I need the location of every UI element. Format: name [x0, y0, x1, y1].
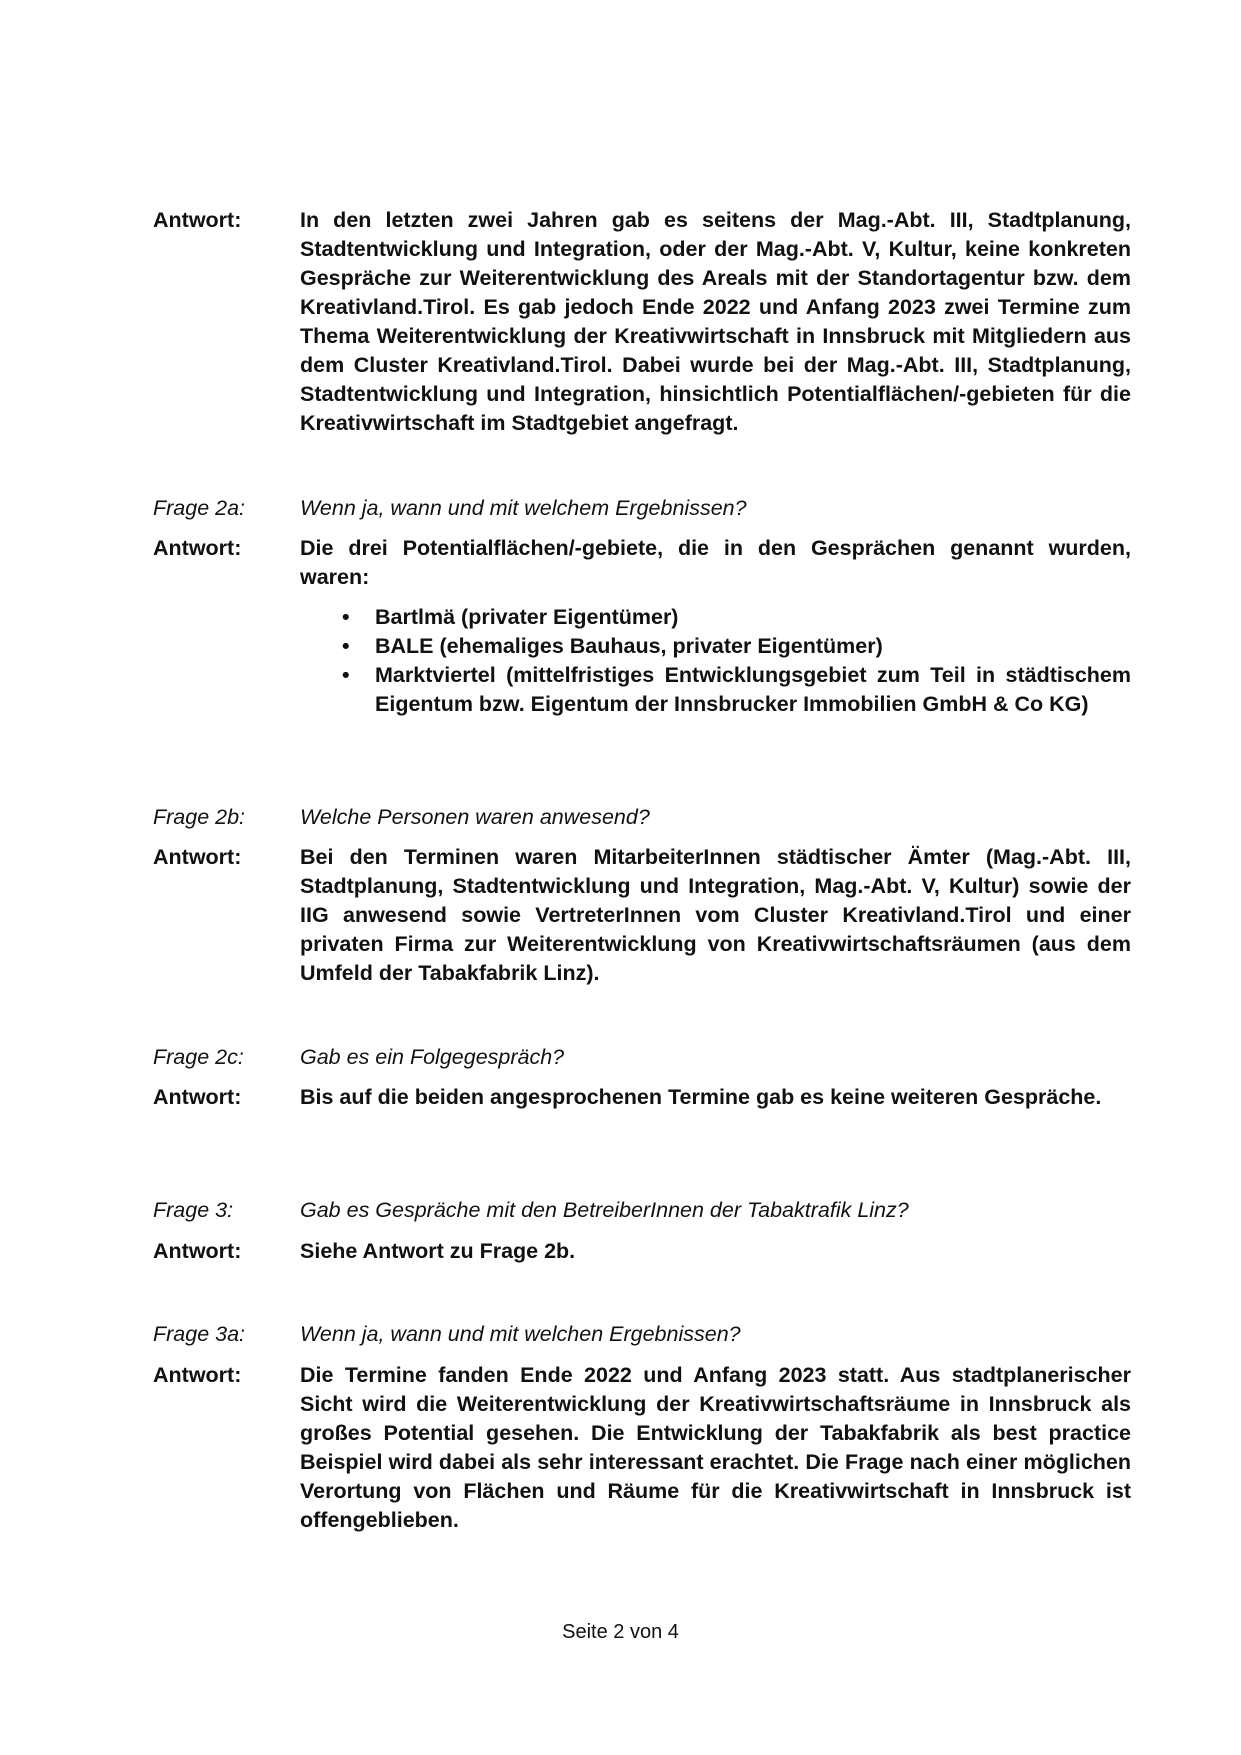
question-text: Gab es Gespräche mit den BetreiberInnen der Tabaktrafik Linz?: [300, 1198, 909, 1222]
answer-2b: [153, 843, 1131, 988]
answer-3: [153, 1237, 1131, 1266]
answer-1: [153, 206, 1131, 438]
question-3: [153, 1196, 1131, 1225]
list-item-text: Bartlmä (privater Eigentümer): [375, 605, 679, 629]
answer-2c: [153, 1083, 1131, 1112]
answer-label: Antwort:: [153, 1239, 242, 1263]
answer-content: [300, 534, 1131, 719]
list-item-text: BALE (ehemaliges Bauhaus, privater Eigentümer): [375, 634, 883, 658]
question-label: Frage 3a:: [153, 1322, 246, 1346]
answer-label: Antwort:: [153, 536, 242, 560]
answer-text: Die Termine fanden Ende 2022 und Anfang 2023 statt. Aus stadtplanerischer Sicht wird die Weiterentwicklung der Kreativwirtschaftsräume in Innsbruck als großes Potential gesehen. Die Entwicklung der Tabakfabrik als best practice Beispiel wird dabei als sehr interessant erachtet. Die Frage nach einer möglichen Verortung von Flächen und Räume für die Kreativwirtschaft in Innsbruck ist offengeblieben.: [300, 1363, 1131, 1532]
list-item: [300, 603, 1131, 632]
answer-2a: [153, 534, 1131, 719]
bullet-icon: •: [342, 605, 350, 629]
question-2c: [153, 1043, 1131, 1072]
answer-text: Die drei Potentialflächen/-gebiete, die in den Gesprächen genannt wurden, waren:: [300, 536, 1131, 589]
question-3a: [153, 1320, 1131, 1349]
answer-text: Siehe Antwort zu Frage 2b.: [300, 1239, 576, 1263]
question-text: Welche Personen waren anwesend?: [300, 805, 650, 829]
question-text: Gab es ein Folgegespräch?: [300, 1045, 565, 1069]
potential-areas-list: [300, 603, 1131, 719]
question-label: Frage 2a:: [153, 496, 246, 520]
answer-text: In den letzten zwei Jahren gab es seitens der Mag.-Abt. III, Stadtplanung, Stadtentwicklung und Integration, oder der Mag.-Abt. V, Kultur, keine konkreten Gespräche zur Weiterentwicklung des Areals mit der Standortagentur bzw. dem Kreativland.Tirol. Es gab jedoch Ende 2022 und Anfang 2023 zwei Termine zum Thema Weiterentwicklung der Kreativwirtschaft in Innsbruck mit Mitgliedern aus dem Cluster Kreativland.Tirol. Dabei wurde bei der Mag.-Abt. III, Stadtplanung, Stadtentwicklung und Integration, hinsichtlich Potentialflächen/-gebieten für die Kreativwirtschaft im Stadtgebiet angefragt.: [300, 208, 1131, 435]
bullet-icon: •: [342, 663, 350, 687]
list-item-text: Marktviertel (mittelfristiges Entwicklungsgebiet zum Teil in städtischem Eigentum bzw. Eigentum der Innsbrucker Immobilien GmbH & Co KG): [375, 663, 1131, 716]
question-label: Frage 3:: [153, 1198, 234, 1222]
answer-3a: [153, 1361, 1131, 1535]
answer-text: Bei den Terminen waren MitarbeiterInnen städtischer Ämter (Mag.-Abt. III, Stadtplanung, Stadtentwicklung und Integration, Mag.-Abt. V, Kultur) sowie der IIG anwesend sowie VertreterInnen vom Cluster Kreativland.Tirol und einer privaten Firma zur Weiterentwicklung von Kreativwirtschaftsräumen (aus dem Umfeld der Tabakfabrik Linz).: [300, 845, 1131, 985]
answer-label: Antwort:: [153, 1085, 242, 1109]
bullet-icon: •: [342, 634, 350, 658]
question-2b: [153, 803, 1131, 832]
question-label: Frage 2c:: [153, 1045, 244, 1069]
question-label: Frage 2b:: [153, 805, 246, 829]
list-item: [300, 632, 1131, 661]
question-2a: [153, 494, 1131, 523]
answer-label: Antwort:: [153, 208, 242, 232]
list-item: [300, 661, 1131, 719]
question-text: Wenn ja, wann und mit welchem Ergebnissen?: [300, 496, 747, 520]
answer-label: Antwort:: [153, 845, 242, 869]
answer-text: Bis auf die beiden angesprochenen Termine gab es keine weiteren Gespräche.: [300, 1085, 1102, 1109]
answer-label: Antwort:: [153, 1363, 242, 1387]
question-text: Wenn ja, wann und mit welchen Ergebnissen?: [300, 1322, 741, 1346]
page-number: Seite 2 von 4: [562, 1621, 679, 1643]
